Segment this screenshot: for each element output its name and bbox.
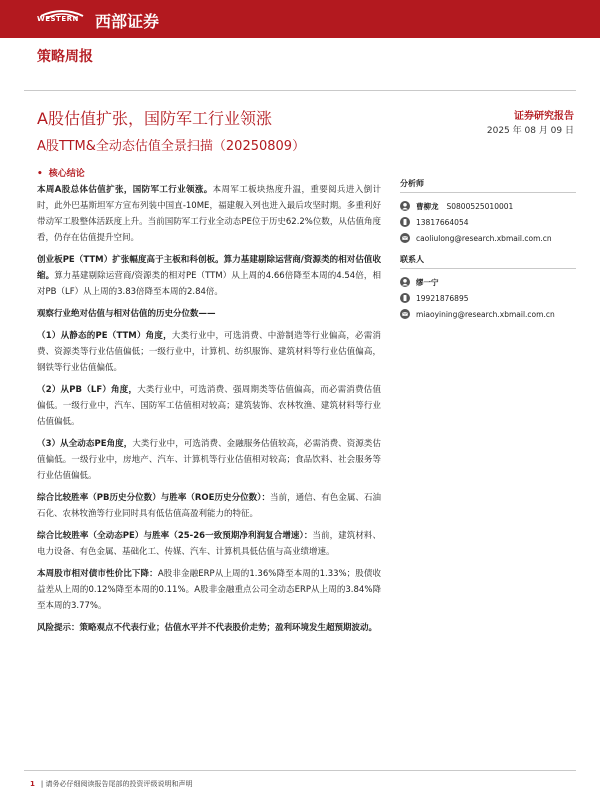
- risk-warning: 风险提示：策略观点不代表行业；估值水平并不代表股价走势；盈利环境发生超预期波动。: [37, 623, 378, 633]
- footer: [30, 779, 192, 789]
- paragraph: 本周股市相对债市性价比下降：A股非金融ERP从上周的1.36%降至本周的1.33%；股债收益差从上周的0.12%降至本周的0.11%。A股非金融重点公司全动态ERP从上周的3.84%降至本周的3.77%。: [37, 569, 381, 611]
- report-label: 证券研究报告: [514, 111, 574, 122]
- contact-heading: 联系人: [400, 254, 576, 269]
- analyst-phone-row: [400, 214, 576, 230]
- report-type: 策略周报: [37, 49, 93, 65]
- analyst-phone: 13817664054: [416, 217, 469, 227]
- phone-icon: [400, 293, 410, 303]
- page-subtitle: A股TTM&全动态估值全景扫描（20250809）: [37, 139, 306, 154]
- paragraph: （3）从全动态PE角度，大类行业中，可选消费、金融服务估值较高，必需消费、资源类估值偏低。一级行业中，房地产、汽车、计算机等行业估值相对较高；食品饮料、社会服务等行业估值偏低。: [37, 439, 381, 481]
- email-icon: [400, 309, 410, 319]
- report-date: 2025 年 08 月 09 日: [486, 126, 574, 136]
- person-icon: [400, 201, 410, 211]
- analyst-cert: S0800525010001: [446, 201, 514, 211]
- contact-name-row: [400, 274, 576, 290]
- contact-email-row: [400, 306, 576, 322]
- paragraph: （1）从静态的PE（TTM）角度，大类行业中，可选消费、中游制造等行业偏高，必需消费、资源类等行业估值偏低；一级行业中，计算机、纺织服饰、建筑材料等行业估值偏高，钢铁等行业估值偏低。: [37, 331, 381, 373]
- email-icon: [400, 233, 410, 243]
- contact-email[interactable]: miaoyining@research.xbmail.com.cn: [416, 309, 555, 319]
- analyst-email-row: [400, 230, 576, 246]
- paragraph: 综合比较胜率（全动态PE）与胜率（25-26一致预期净利润复合增速）：当前，建筑材料、电力设备、有色金属、基础化工、传媒、汽车、计算机具低估值与高业绩增速。: [37, 531, 381, 557]
- analyst-name-row: [400, 198, 576, 214]
- paragraph: 综合比较胜率（PB历史分位数）与胜率（ROE历史分位数）：当前，通信、有色金属、石油石化、农林牧渔等行业同时具有低估值高盈利能力的特征。: [37, 493, 381, 519]
- header-bar: [0, 0, 600, 38]
- footer-disclaimer: | 请务必仔细阅读报告尾部的投资评级说明和声明: [40, 780, 193, 788]
- analyst-name: 曹柳龙: [416, 201, 439, 211]
- contact-phone: 19921876895: [416, 293, 469, 303]
- contact-name: 缪一宁: [416, 277, 439, 287]
- paragraph-heading: 观察行业绝对估值与相对估值的历史分位数——: [37, 309, 216, 319]
- footer-divider: [24, 770, 576, 771]
- paragraph: （2）从PB（LF）角度，大类行业中，可选消费、强周期类等估值偏高，而必需消费估值偏低。一级行业中，汽车、国防军工估值相对较高；建筑装饰、农林牧渔、建筑材料等行业估值偏低。: [37, 385, 381, 427]
- page-number: 1: [30, 780, 35, 788]
- main-content: [37, 182, 381, 642]
- contact-phone-row: [400, 290, 576, 306]
- brand-en: WESTERN: [37, 15, 79, 23]
- brand-cn: 西部证券: [95, 12, 160, 31]
- page-title: A股估值扩张，国防军工行业领涨: [37, 109, 272, 128]
- paragraph: 创业板PE（TTM）扩张幅度高于主板和科创板。算力基建剔除运营商/资源类的相对估值收缩。算力基建剔除运营商/资源类的相对PE（TTM）从上周的4.66倍降至本周的4.54倍，相对PB（LF）从上周的3.83倍降至本周的2.84倍。: [37, 255, 381, 297]
- paragraph: 本周A股总体估值扩张，国防军工行业领涨。本周军工板块热度升温，重要阅兵进入倒计时，此外巴基斯坦军方宣布列装中国直-10ME，福建舰入列也进入最后攻坚时期。多重利好带动军工股整体活跃度上升。当前国防军工行业全动态PE位于历史62.2%位数，从估值角度看，仍存在估值提升空间。: [37, 185, 381, 243]
- analyst-sidebar: [400, 178, 576, 322]
- bullet-icon: •: [37, 169, 43, 179]
- analyst-email[interactable]: caoliulong@research.xbmail.com.cn: [416, 233, 552, 243]
- divider: [24, 90, 576, 91]
- person-icon: [400, 277, 410, 287]
- core-heading: • 核心结论: [37, 169, 85, 179]
- phone-icon: [400, 217, 410, 227]
- analyst-heading: 分析师: [400, 178, 576, 193]
